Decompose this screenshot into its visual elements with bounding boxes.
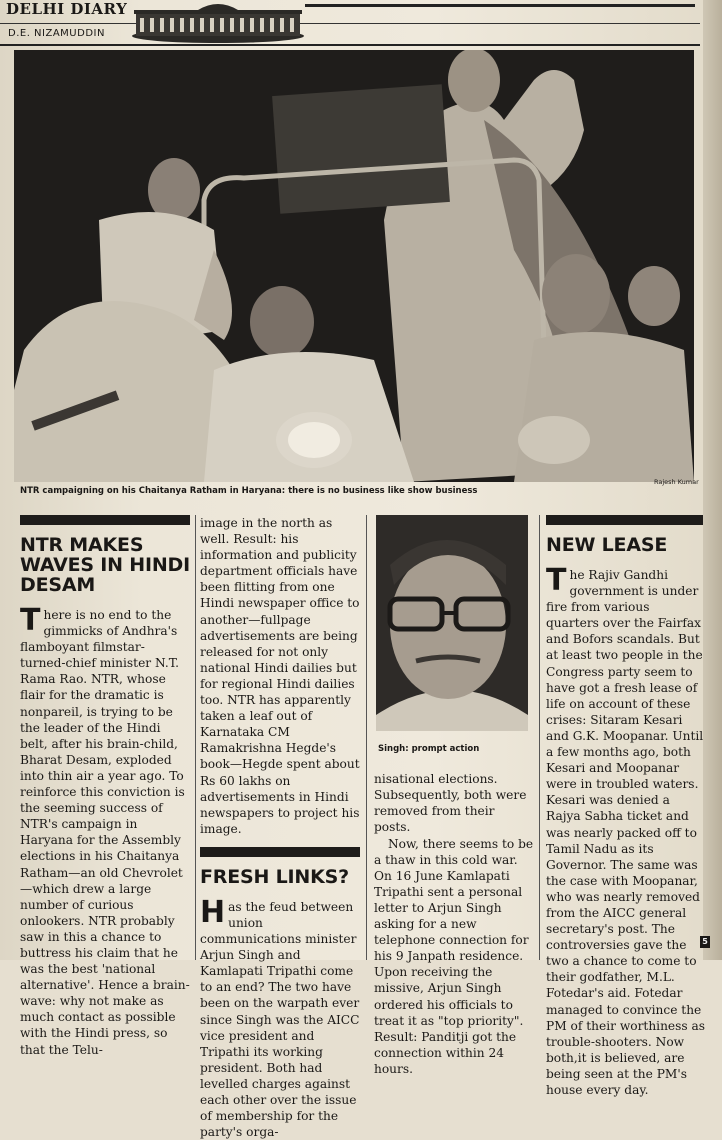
portrait-caption: Singh: prompt action [378, 744, 480, 755]
headline-bar [546, 515, 706, 525]
story-body [200, 894, 360, 1140]
header-bar [305, 4, 695, 7]
headline-bar [200, 847, 360, 857]
story-headline: NTR MAKES WAVES IN HINDI DESAM [20, 534, 190, 596]
page-marker: 5 [700, 936, 710, 948]
story-body: image in the north as well. Result: his information and publicity department officials have been flitting from one Hindi newspaper office to another—fullpage advertisements are being released for not only national Hindi dailies but for regional Hindi dailies too. NTR has apparently taken a leaf out of Karnataka CM Ramakrishna Hegde's book—Hegde spent about Rs 60 lakhs on advertisements in Hindi newspapers to project his image. [200, 516, 360, 836]
story-headline: NEW LEASE [546, 534, 668, 556]
drop-cap: T [20, 603, 41, 638]
story-body [20, 603, 190, 1058]
photo-caption: NTR campaigning on his Chaitanya Ratham in Haryana: there is no business like show business [20, 486, 478, 496]
spacer [200, 837, 360, 847]
drop-cap: T [546, 563, 567, 598]
drop-cap: H [200, 894, 226, 930]
story-body [546, 563, 706, 1098]
campaign-photo [14, 50, 694, 482]
header-rule [0, 23, 700, 24]
page-edge [703, 0, 722, 960]
story-body: nisational elections. Subsequently, both were removed from their posts. [374, 772, 527, 835]
body-text: here is no end to the gimmicks of Andhra's flamboyant filmstar-turned-chief minister N.T. Rama Rao. NTR, whose flair for the dramatic is nonpareil, is trying to be the leader of the Hindi belt, after his brain-child, Bharat Desam, exploded into thin air a year ago. To reinforce this conviction is the seeming success of NTR's campaign in Haryana for the Assembly elections in his Chaitanya Ratham—an old Chevrolet—which drew a large number of curious onlookers. NTR probably saw in this a chance to buttress his claim that he was the best 'national alternative'. Hence a brain-wave: why not make as much contact as possible with the Hindi press, so that the Telu- [20, 608, 190, 1057]
column-2 [200, 515, 360, 1140]
headline-bar [20, 515, 190, 525]
body-text: as the feud between union communications minister Arjun Singh and Kamlapati Tripathi come to an end? The two have been on the warpath ever since Singh was the AICC vice president and Tripathi its working president. Both had levelled charges against each other over the issue of membership for the party's orga- [200, 899, 360, 1140]
column-1 [20, 515, 190, 1058]
column-rule [366, 515, 367, 960]
portrait-photo [376, 515, 528, 731]
story-body: Now, there seems to be a thaw in this cold war. On 16 June Kamlapati Tripathi sent a personal letter to Arjun Singh asking for a new telephone connection for his 9 Janpath residence. Upon receiving the missive, Arjun Singh ordered his officials to treat it as "top priority". Result: Panditji got the connection within 24 hours. [374, 836, 534, 1076]
body-text: he Rajiv Gandhi government is under fire from various quarters over the Fairfax and Bofors scandals. But at least two people in the Congress party seem to have got a fresh lease of life on account of these crises: Sitaram Kesari and G.K. Moopanar. Until a few months ago, both Kesari and Moopanar were in troubled waters. Kesari was denied a Rajya Sabha ticket and was nearly packed off to Tamil Nadu as its Governor. The same was the case with Moopanar, who was nearly removed from the AICC general secretary's post. The controversies gave the two a chance to come to their godfather, M.L. Fotedar's aid. Fotedar managed to convince the PM of their worthiness as trouble-shooters. Now both,it is believed, are being seen at the PM's house every day. [546, 568, 706, 1097]
author-byline: D.E. NIZAMUDDIN [8, 28, 105, 39]
parliament-logo [128, 0, 308, 44]
header-rule-bottom [0, 44, 700, 46]
column-rule [539, 515, 540, 960]
section-title: DELHI DIARY [6, 0, 128, 18]
column-rule [195, 515, 196, 960]
story-headline: FRESH LINKS? [200, 865, 349, 888]
photo-credit: Rajesh Kumar [654, 478, 699, 486]
column-4 [546, 515, 706, 1098]
column-3 [374, 515, 534, 1077]
